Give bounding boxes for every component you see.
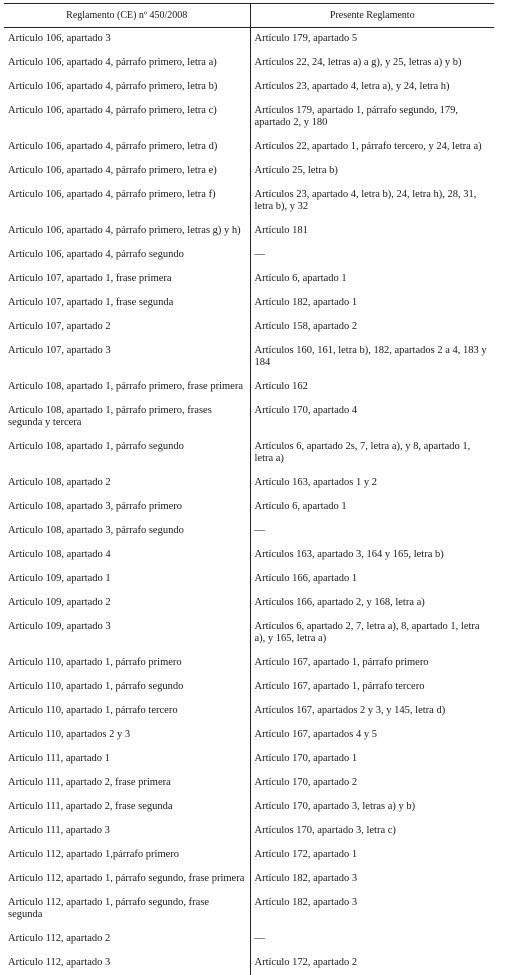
present-regulation-article-cell: Artículos 170, apartado 3, letra c) (250, 819, 494, 843)
old-regulation-article-cell: Artículo 106, apartado 4, párrafo primero, letra a) (4, 51, 250, 75)
table-row (4, 615, 494, 651)
present-regulation-article-cell: Artículo 167, apartados 4 y 5 (250, 723, 494, 747)
present-regulation-article-cell: Artículos 6, apartado 2, 7, letra a), 8, apartado 1, letra a), y 165, letra a) (250, 615, 494, 651)
table-row (4, 243, 494, 267)
old-regulation-article-cell: Artículo 106, apartado 4, párrafo segundo (4, 243, 250, 267)
old-regulation-article-cell: Artículo 106, apartado 4, párrafo primero, letra d) (4, 135, 250, 159)
present-regulation-article-cell: Artículo 172, apartado 1 (250, 843, 494, 867)
present-regulation-article-cell: Artículos 22, 24, letras a) a g), y 25, letras a) y b) (250, 51, 494, 75)
present-regulation-article-cell: — (250, 927, 494, 951)
present-regulation-article-cell: Artículo 170, apartado 3, letras a) y b) (250, 795, 494, 819)
old-regulation-article-cell: Artículo 108, apartado 1, párrafo primero, frases segunda y tercera (4, 399, 250, 435)
present-regulation-article-cell: Artículos 163, apartado 3, 164 y 165, letra b) (250, 543, 494, 567)
table-row (4, 867, 494, 891)
old-regulation-article-cell: Artículo 112, apartado 3 (4, 951, 250, 975)
table-row (4, 747, 494, 771)
old-regulation-article-cell: Artículo 111, apartado 2, frase primera (4, 771, 250, 795)
table-row (4, 843, 494, 867)
present-regulation-article-cell: Artículo 163, apartados 1 y 2 (250, 471, 494, 495)
table-row (4, 699, 494, 723)
old-regulation-article-cell: Artículo 108, apartado 3, párrafo segundo (4, 519, 250, 543)
table-row (4, 399, 494, 435)
old-regulation-article-cell: Artículo 110, apartado 1, párrafo segundo (4, 675, 250, 699)
table-row (4, 159, 494, 183)
old-regulation-article-cell: Artículo 109, apartado 1 (4, 567, 250, 591)
old-regulation-article-cell: Artículo 111, apartado 1 (4, 747, 250, 771)
table-row (4, 927, 494, 951)
table-row (4, 795, 494, 819)
present-regulation-article-cell: Artículo 25, letra b) (250, 159, 494, 183)
present-regulation-article-cell: Artículo 182, apartado 3 (250, 867, 494, 891)
table-row (4, 219, 494, 243)
old-regulation-article-cell: Artículo 112, apartado 1, párrafo segundo, frase segunda (4, 891, 250, 927)
old-regulation-article-cell: Artículo 106, apartado 4, párrafo primero, letra c) (4, 99, 250, 135)
correlation-table-container (4, 3, 494, 843)
present-regulation-article-cell: Artículos 166, apartado 2, y 168, letra a) (250, 591, 494, 615)
present-regulation-article-cell: Artículo 182, apartado 1 (250, 291, 494, 315)
present-regulation-article-cell: Artículos 167, apartados 2 y 3, y 145, letra d) (250, 699, 494, 723)
table-row (4, 723, 494, 747)
table-row (4, 75, 494, 99)
header-present-regulation: Presente Reglamento (250, 4, 494, 28)
correlation-table (4, 3, 494, 975)
old-regulation-article-cell: Artículo 108, apartado 3, párrafo primero (4, 495, 250, 519)
table-row (4, 183, 494, 219)
old-regulation-article-cell: Artículo 107, apartado 1, frase segunda (4, 291, 250, 315)
present-regulation-article-cell: Artículo 162 (250, 375, 494, 399)
table-row (4, 99, 494, 135)
present-regulation-article-cell: Artículo 172, apartado 2 (250, 951, 494, 975)
table-row (4, 315, 494, 339)
old-regulation-article-cell: Artículo 107, apartado 2 (4, 315, 250, 339)
table-row (4, 495, 494, 519)
table-row (4, 51, 494, 75)
present-regulation-article-cell: Artículo 167, apartado 1, párrafo primero (250, 651, 494, 675)
old-regulation-article-cell: Artículo 109, apartado 2 (4, 591, 250, 615)
old-regulation-article-cell: Artículo 107, apartado 1, frase primera (4, 267, 250, 291)
old-regulation-article-cell: Artículo 111, apartado 3 (4, 819, 250, 843)
present-regulation-article-cell: Artículo 167, apartado 1, párrafo tercero (250, 675, 494, 699)
table-row (4, 519, 494, 543)
old-regulation-article-cell: Artículo 106, apartado 4, párrafo primero, letra e) (4, 159, 250, 183)
present-regulation-article-cell: — (250, 519, 494, 543)
table-row (4, 135, 494, 159)
table-body (4, 28, 494, 975)
table-row (4, 567, 494, 591)
present-regulation-article-cell: Artículos 179, apartado 1, párrafo segundo, 179, apartado 2, y 180 (250, 99, 494, 135)
old-regulation-article-cell: Artículo 112, apartado 2 (4, 927, 250, 951)
table-row (4, 819, 494, 843)
present-regulation-article-cell: Artículo 170, apartado 2 (250, 771, 494, 795)
table-row (4, 543, 494, 567)
old-regulation-article-cell: Artículo 106, apartado 3 (4, 28, 250, 52)
present-regulation-article-cell: Artículos 160, 161, letra b), 182, apartados 2 a 4, 183 y 184 (250, 339, 494, 375)
present-regulation-article-cell: Artículos 6, apartado 2s, 7, letra a), y 8, apartado 1, letra a) (250, 435, 494, 471)
header-regulation-450-2008: Reglamento (CE) nº 450/2008 (4, 4, 250, 28)
table-row (4, 435, 494, 471)
old-regulation-article-cell: Artículo 110, apartado 1, párrafo tercero (4, 699, 250, 723)
old-regulation-article-cell: Artículo 112, apartado 1, párrafo segundo, frase primera (4, 867, 250, 891)
present-regulation-article-cell: Artículos 23, apartado 4, letra a), y 24, letra h) (250, 75, 494, 99)
present-regulation-article-cell: Artículo 6, apartado 1 (250, 267, 494, 291)
table-row (4, 267, 494, 291)
old-regulation-article-cell: Artículo 106, apartado 4, párrafo primero, letra b) (4, 75, 250, 99)
table-row (4, 471, 494, 495)
old-regulation-article-cell: Artículo 110, apartado 1, párrafo primero (4, 651, 250, 675)
table-row (4, 375, 494, 399)
table-row (4, 771, 494, 795)
table-row (4, 339, 494, 375)
present-regulation-article-cell: Artículos 22, apartado 1, párrafo tercero, y 24, letra a) (250, 135, 494, 159)
present-regulation-article-cell: Artículo 179, apartado 5 (250, 28, 494, 52)
old-regulation-article-cell: Artículo 111, apartado 2, frase segunda (4, 795, 250, 819)
present-regulation-article-cell: Artículo 170, apartado 1 (250, 747, 494, 771)
old-regulation-article-cell: Artículo 109, apartado 3 (4, 615, 250, 651)
old-regulation-article-cell: Artículo 108, apartado 1, párrafo primero, frase primera (4, 375, 250, 399)
table-row (4, 951, 494, 975)
table-header-row (4, 4, 494, 28)
old-regulation-article-cell: Artículo 108, apartado 2 (4, 471, 250, 495)
old-regulation-article-cell: Artículo 107, apartado 3 (4, 339, 250, 375)
table-row (4, 291, 494, 315)
present-regulation-article-cell: Artículos 23, apartado 4, letra b), 24, letra h), 28, 31, letra b), y 32 (250, 183, 494, 219)
table-row (4, 891, 494, 927)
present-regulation-article-cell: Artículo 182, apartado 3 (250, 891, 494, 927)
table-row (4, 675, 494, 699)
present-regulation-article-cell: — (250, 243, 494, 267)
table-row (4, 591, 494, 615)
present-regulation-article-cell: Artículo 6, apartado 1 (250, 495, 494, 519)
old-regulation-article-cell: Artículo 108, apartado 4 (4, 543, 250, 567)
table-row (4, 651, 494, 675)
old-regulation-article-cell: Artículo 108, apartado 1, párrafo segundo (4, 435, 250, 471)
old-regulation-article-cell: Artículo 106, apartado 4, párrafo primero, letra f) (4, 183, 250, 219)
old-regulation-article-cell: Artículo 112, apartado 1,párrafo primero (4, 843, 250, 867)
present-regulation-article-cell: Artículo 166, apartado 1 (250, 567, 494, 591)
old-regulation-article-cell: Artículo 106, apartado 4, párrafo primero, letras g) y h) (4, 219, 250, 243)
present-regulation-article-cell: Artículo 181 (250, 219, 494, 243)
table-row (4, 28, 494, 52)
present-regulation-article-cell: Artículo 158, apartado 2 (250, 315, 494, 339)
present-regulation-article-cell: Artículo 170, apartado 4 (250, 399, 494, 435)
old-regulation-article-cell: Artículo 110, apartados 2 y 3 (4, 723, 250, 747)
